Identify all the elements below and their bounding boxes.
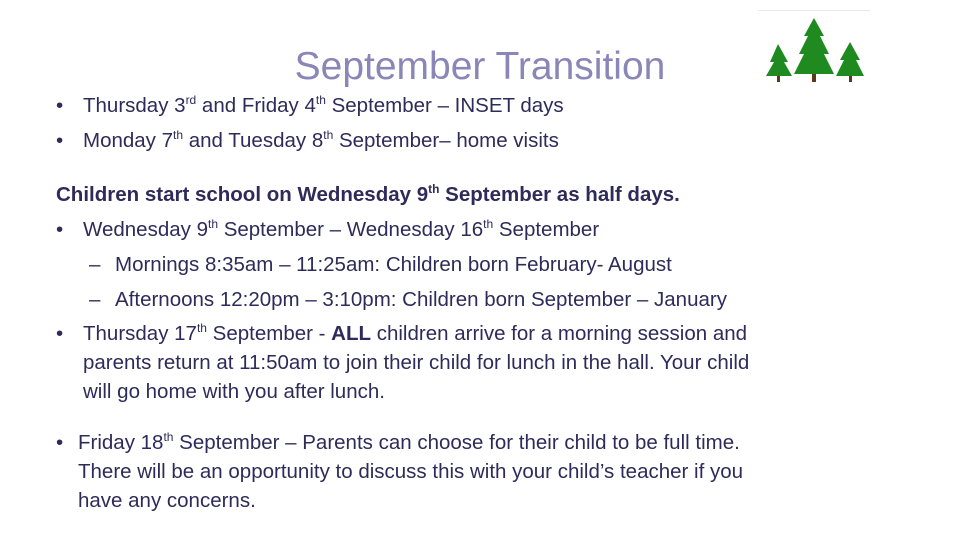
list-item: Wednesday 9th September – Wednesday 16th September <box>83 217 600 241</box>
list-item: Monday 7th and Tuesday 8th September– home visits <box>83 128 559 152</box>
bullet-icon: • <box>56 218 64 241</box>
dash-icon: – <box>89 253 101 276</box>
section-heading: Children start school on Wednesday 9th September as half days. <box>56 182 680 206</box>
sub-list-item: Mornings 8:35am – 11:25am: Children born February- August <box>115 253 672 276</box>
list-item: Thursday 3rd and Friday 4th September – INSET days <box>83 93 564 117</box>
list-item-continuation: parents return at 11:50am to join their child for lunch in the hall. Your child <box>83 351 750 374</box>
bullet-icon: • <box>56 129 64 152</box>
list-item: Friday 18th September – Parents can choose for their child to be full time. <box>78 430 740 454</box>
list-item-continuation: have any concerns. <box>78 489 256 512</box>
bullet-icon: • <box>56 94 64 117</box>
list-item: Thursday 17th September - ALL children arrive for a morning session and <box>83 321 748 345</box>
page-title: September Transition <box>294 45 666 88</box>
list-item-continuation: There will be an opportunity to discuss this with your child’s teacher if you <box>78 460 744 483</box>
bullet-icon: • <box>56 431 64 454</box>
pine-trees-icon <box>758 10 870 88</box>
dash-icon: – <box>89 288 101 311</box>
list-item-continuation: will go home with you after lunch. <box>83 380 385 403</box>
sub-list-item: Afternoons 12:20pm – 3:10pm: Children born September – January <box>115 288 727 311</box>
bullet-icon: • <box>56 322 64 345</box>
